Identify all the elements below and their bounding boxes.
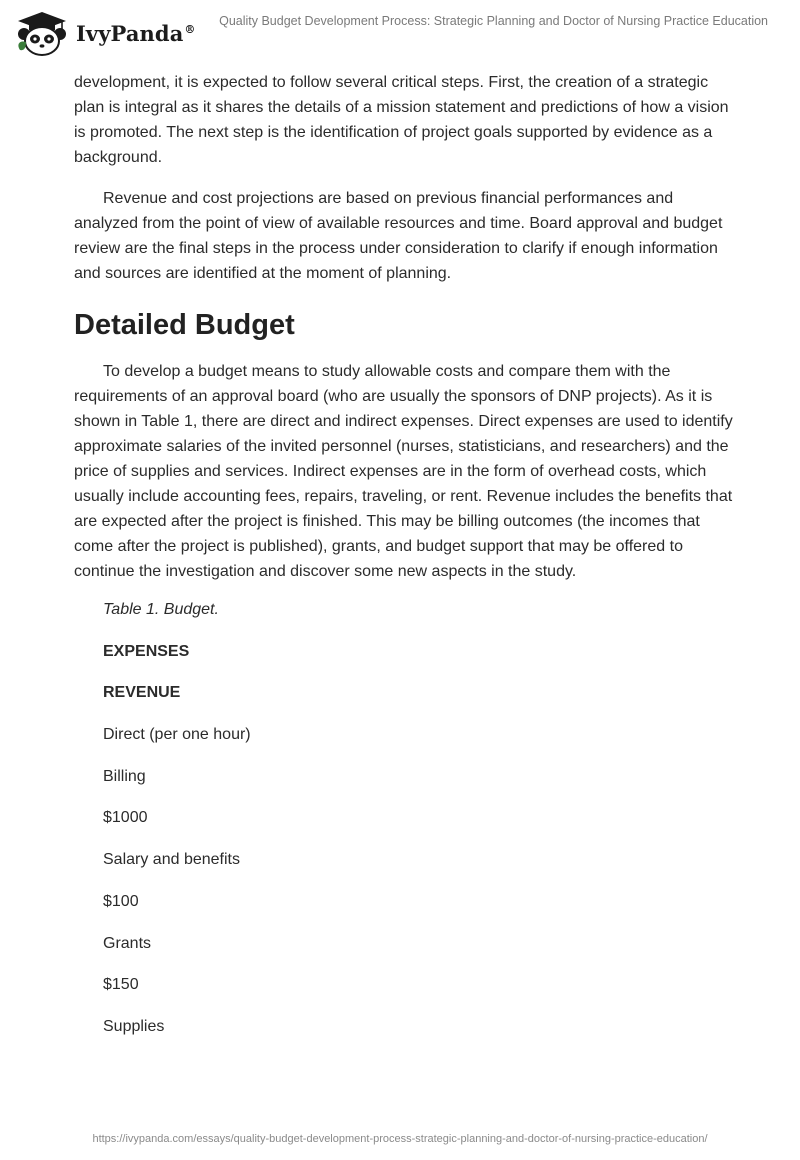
- table-caption: Table 1. Budget.: [103, 601, 219, 618]
- paragraph: Revenue and cost projections are based on previous financial performances and analyzed from the point of view of available resources and time. Board approval and budget review are the final steps in the process under consideration to clarify if enough information and sources are identified at the moment of planning.: [74, 190, 723, 282]
- panda-logo-icon: [14, 10, 70, 56]
- source-url[interactable]: https://ivypanda.com/essays/quality-budget-development-process-strategic-planning-and-doctor-of-nursing-practice-education/: [92, 1133, 708, 1145]
- table-cell: Salary and benefits: [103, 851, 240, 869]
- registered-mark: ®: [184, 22, 196, 36]
- table-cell: Supplies: [103, 1017, 165, 1035]
- table-cell: Direct (per one hour): [103, 726, 251, 744]
- article-body: [74, 70, 734, 1059]
- brand-logo[interactable]: [14, 8, 196, 58]
- budget-table: [103, 600, 734, 1059]
- table-cell: $1000: [103, 809, 148, 827]
- paragraph: To develop a budget means to study allowable costs and compare them with the requirements of an approval board (who are usually the sponsors of DNP projects). As it is shown in Table 1, there are direct and indirect expenses. Direct expenses are used to identify approximate salaries of the invited personnel (nurses, statisticians, and researchers) and the price of supplies and services. Indirect expenses are in the form of overhead costs, which usually include accounting fees, repairs, traveling, or rent. Revenue includes the benefits that are expected after the project is finished. This may be billing outcomes (the incomes that come after the project is published), grants, and budget support that may be offered to continue the investigation and discover some new aspects in the study.: [74, 363, 733, 580]
- page-header: [0, 0, 800, 64]
- table-cell: Billing: [103, 767, 146, 785]
- section-heading: Detailed Budget: [74, 309, 295, 341]
- table-cell: $150: [103, 976, 139, 994]
- table-header-expenses: EXPENSES: [103, 642, 190, 660]
- brand-name: IvyPanda®: [76, 20, 196, 46]
- paragraph-continued: development, it is expected to follow several critical steps. First, the creation of a strategic plan is integral as it shares the details of a mission statement and predictions of how a vision is promoted. The next step is the identification of project goals supported by evidence as a background.: [74, 74, 729, 166]
- document-title: Quality Budget Development Process: Strategic Planning and Doctor of Nursing Practice Education: [219, 14, 768, 28]
- table-cell: Grants: [103, 934, 152, 952]
- table-header-revenue: REVENUE: [103, 684, 181, 702]
- table-cell: $100: [103, 892, 139, 910]
